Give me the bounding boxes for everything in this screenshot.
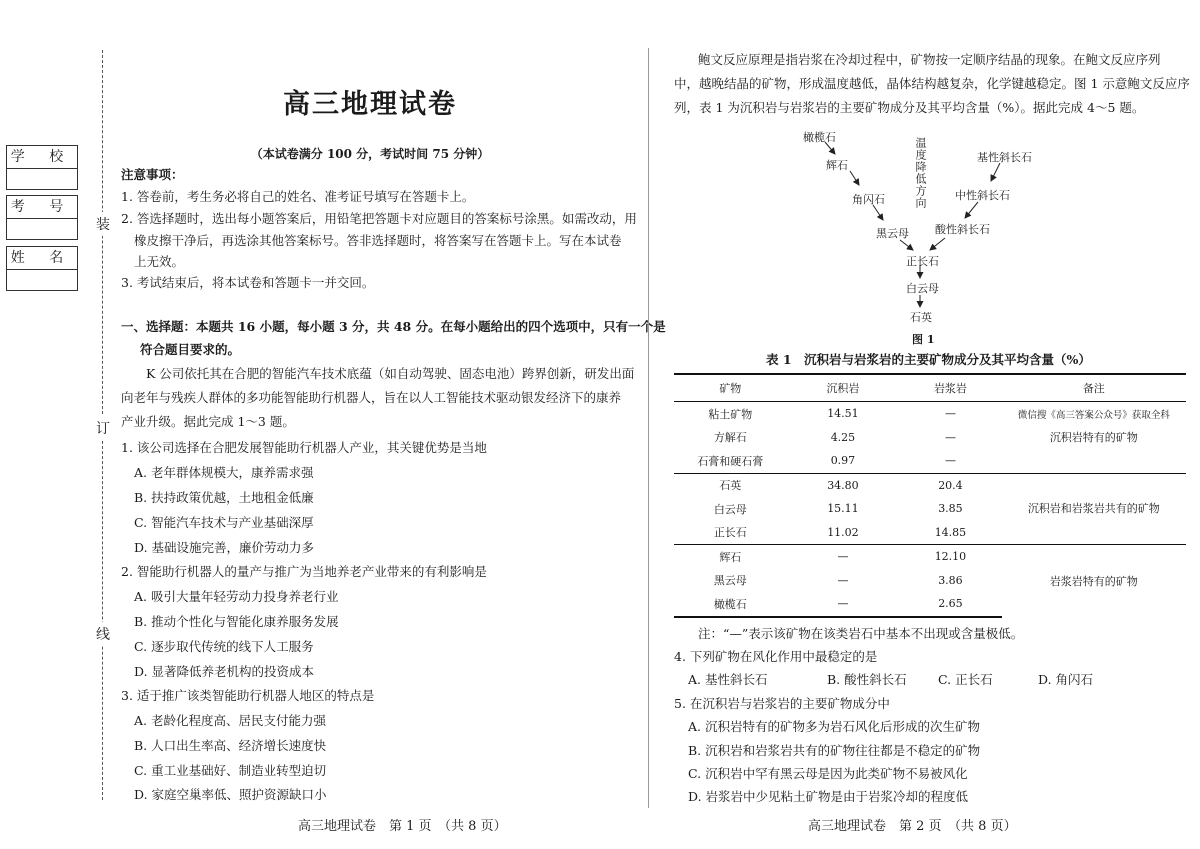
cell-mineral: 方解石 xyxy=(713,431,747,445)
header-note: 备注 xyxy=(1002,374,1186,402)
cell-sedimentary: 34.80 xyxy=(787,473,900,497)
intro-line: 中，越晚结晶的矿物，形成温度越低，晶体结构越复杂，化学键越稳定。图 1 示意鲍文反应序 xyxy=(674,76,1190,91)
cell-sedimentary: — xyxy=(787,592,900,617)
cell-mineral: 正长石 xyxy=(713,526,747,540)
arrow-pyroxene-amphibole xyxy=(850,171,859,185)
question-1-option-a[interactable]: A. 老年群体规模大，康养需求强 xyxy=(134,465,314,480)
cell-igneous: 12.10 xyxy=(899,545,1001,569)
arrow-acidic-orthoclase xyxy=(930,238,945,250)
notice-line: 1. 答卷前，考生务必将自己的姓名、准考证号填写在答题卡上。 xyxy=(121,189,475,204)
cell-igneous: — xyxy=(944,454,956,468)
watermark-note: 微信搜《高三答案公众号》获取全科 xyxy=(1017,409,1170,421)
group-note: 沉积岩特有的矿物 xyxy=(1049,431,1138,445)
passage-line: 产业升级。据此完成 1～3 题。 xyxy=(121,414,295,429)
notice-line: 2. 答选择题时，选出每小题答案后，用铅笔把答题卡对应题目的答案标号涂黑。如需改动，用 xyxy=(121,211,637,226)
table-row xyxy=(674,426,1186,450)
cell-igneous: — xyxy=(944,407,956,421)
cell-igneous: 20.4 xyxy=(899,473,1001,497)
cell-sedimentary: 15.11 xyxy=(827,502,859,516)
passage-line: 向老年与残疾人群体的多功能智能助行机器人，旨在以人工智能技术驱动银发经济下的康养 xyxy=(121,390,622,405)
table-footnote: 注：“—”表示该矿物在该类岩石中基本不出现或含量极低。 xyxy=(698,626,1024,641)
cell-igneous: 2.65 xyxy=(899,592,1001,617)
cell-sedimentary: — xyxy=(787,545,900,569)
cell-igneous: 3.86 xyxy=(938,573,963,587)
cell-sedimentary: 14.51 xyxy=(827,407,859,421)
temperature-direction-label: 温度降低方向 xyxy=(914,137,927,209)
question-3-option-a[interactable]: A. 老龄化程度高、居民支付能力强 xyxy=(134,713,326,728)
cell-mineral: 石膏和硬石膏 xyxy=(697,454,764,468)
question-5-option-c[interactable]: C. 沉积岩中罕有黑云母是因为此类矿物不易被风化 xyxy=(688,766,968,781)
question-2-option-d[interactable]: D. 显著降低养老机构的投资成本 xyxy=(134,664,315,679)
exam-number-label: 考 号 xyxy=(7,196,77,219)
orthoclase-label: 正长石 xyxy=(906,255,939,268)
cell-sedimentary: 4.25 xyxy=(830,430,856,444)
school-label: 学 校 xyxy=(7,146,77,169)
basic-plagioclase-label: 基性斜长石 xyxy=(977,151,1032,164)
header-sedimentary: 沉积岩 xyxy=(787,374,900,402)
question-2-option-b[interactable]: B. 推动个性化与智能化康养服务发展 xyxy=(134,614,339,629)
notice-heading: 注意事项： xyxy=(121,167,184,182)
binding-mark-xian: 线 xyxy=(96,622,110,646)
question-5-option-a[interactable]: A. 沉积岩特有的矿物多为岩石风化后形成的次生矿物 xyxy=(688,719,980,734)
question-4-option-d[interactable]: D. 角闪石 xyxy=(1038,672,1094,687)
amphibole-label: 角闪石 xyxy=(852,193,885,206)
notice-line: 橡皮擦干净后，再选涂其他答案标号。答非选择题时，将答案写在答题卡上。写在本试卷 xyxy=(134,233,622,248)
question-1-option-c[interactable]: C. 智能汽车技术与产业基础深厚 xyxy=(134,515,314,530)
cell-igneous: 14.85 xyxy=(934,525,967,539)
cell-mineral: 橄榄石 xyxy=(674,592,787,617)
table-title: 表 1 沉积岩与岩浆岩的主要矿物成分及其平均含量（%） xyxy=(766,352,1091,367)
arrow-amphibole-biotite xyxy=(873,205,883,220)
page-divider xyxy=(648,48,649,808)
exam-number-field[interactable] xyxy=(6,195,78,240)
school-field[interactable] xyxy=(6,145,78,190)
cell-igneous: — xyxy=(944,430,956,444)
question-1-option-b[interactable]: B. 扶持政策优越，土地租金低廉 xyxy=(134,490,314,505)
page-1-footer: 高三地理试卷 第 1 页 （共 8 页） xyxy=(298,819,507,834)
pyroxene-label: 辉石 xyxy=(826,159,848,172)
page-title: 高三地理试卷 xyxy=(283,89,457,120)
question-4-option-c[interactable]: C. 正长石 xyxy=(938,672,993,687)
question-5-stem: 5. 在沉积岩与岩浆岩的主要矿物成分中 xyxy=(674,696,890,711)
figure-caption: 图 1 xyxy=(912,333,935,346)
olivine-label: 橄榄石 xyxy=(803,131,836,144)
table-row xyxy=(674,449,1186,473)
cell-mineral: 黑云母 xyxy=(713,574,747,588)
binding-mark-ding: 订 xyxy=(96,416,110,440)
question-5-option-b[interactable]: B. 沉积岩和岩浆岩共有的矿物往往都是不稳定的矿物 xyxy=(688,743,981,758)
arrow-intermediate-acidic xyxy=(965,202,978,218)
intro-line: 鲍文反应原理是指岩浆在冷却过程中，矿物按一定顺序结晶的现象。在鲍文反应序列 xyxy=(698,52,1161,67)
cell-mineral: 石英 xyxy=(674,473,787,497)
question-2-stem: 2. 智能助行机器人的量产与推广为当地养老产业带来的有利影响是 xyxy=(121,564,487,579)
question-1-stem: 1. 该公司选择在合肥发展智能助行机器人产业，其关键优势是当地 xyxy=(121,440,487,455)
question-4-option-b[interactable]: B. 酸性斜长石 xyxy=(827,672,907,687)
arrow-biotite-orthoclase xyxy=(900,240,913,250)
question-4-stem: 4. 下列矿物在风化作用中最稳定的是 xyxy=(674,649,878,664)
question-4-option-a[interactable]: A. 基性斜长石 xyxy=(688,672,768,687)
question-3-option-c[interactable]: C. 重工业基础好、制造业转型迫切 xyxy=(134,763,327,778)
notice-line: 上无效。 xyxy=(134,254,185,269)
table-header-row xyxy=(674,374,1186,402)
cell-mineral: 白云母 xyxy=(713,502,747,516)
page-2-footer: 高三地理试卷 第 2 页 （共 8 页） xyxy=(808,819,1017,834)
cell-sedimentary: 11.02 xyxy=(827,525,859,539)
cell-igneous: 3.85 xyxy=(938,502,963,516)
header-igneous: 岩浆岩 xyxy=(899,374,1001,402)
question-5-option-d[interactable]: D. 岩浆岩中少见粘土矿物是由于岩浆冷却的程度低 xyxy=(688,789,969,804)
question-2-option-c[interactable]: C. 逐步取代传统的线下人工服务 xyxy=(134,639,314,654)
question-3-stem: 3. 适于推广该类智能助行机器人地区的特点是 xyxy=(121,688,375,703)
intro-line: 列，表 1 为沉积岩与岩浆岩的主要矿物成分及其平均含量（%）。据此完成 4～5 题。 xyxy=(674,100,1145,115)
notice-line: 3. 考试结束后，将本试卷和答题卡一并交回。 xyxy=(121,275,375,290)
group-note: 岩浆岩特有的矿物 xyxy=(1002,545,1186,617)
mineral-table xyxy=(674,373,1186,618)
exam-subtitle: （本试卷满分 100 分，考试时间 75 分钟） xyxy=(250,147,490,161)
question-2-option-a[interactable]: A. 吸引大量年轻劳动力投身养老行业 xyxy=(134,589,339,604)
name-label: 姓 名 xyxy=(7,247,77,270)
intermediate-plagioclase-label: 中性斜长石 xyxy=(955,189,1010,202)
cell-mineral: 粘土矿物 xyxy=(708,407,753,421)
binding-mark-zhuang: 装 xyxy=(96,212,110,236)
cell-mineral: 辉石 xyxy=(674,545,787,569)
group-note: 沉积岩和岩浆岩共有的矿物 xyxy=(1002,473,1186,545)
section-heading: 一、选择题：本题共 16 小题，每小题 3 分，共 48 分。在每小题给出的四个选项中，只有一个是 xyxy=(121,319,666,334)
table-row xyxy=(674,545,1186,569)
acidic-plagioclase-label: 酸性斜长石 xyxy=(935,223,990,236)
quartz-label: 石英 xyxy=(910,311,932,324)
header-mineral: 矿物 xyxy=(674,374,787,402)
section-heading-cont: 符合题目要求的。 xyxy=(140,342,241,357)
arrow-basic-intermediate xyxy=(991,163,1000,181)
question-3-option-b[interactable]: B. 人口出生率高、经济增长速度快 xyxy=(134,738,327,753)
cell-sedimentary: 0.97 xyxy=(830,454,856,468)
biotite-label: 黑云母 xyxy=(876,227,909,240)
cell-sedimentary: — xyxy=(837,573,849,587)
name-field[interactable] xyxy=(6,246,78,291)
table-row xyxy=(674,402,1186,426)
question-3-option-d[interactable]: D. 家庭空巢率低、照护资源缺口小 xyxy=(134,787,327,802)
question-1-option-d[interactable]: D. 基础设施完善，廉价劳动力多 xyxy=(134,540,315,555)
muscovite-label: 白云母 xyxy=(906,282,939,295)
table-row xyxy=(674,473,1186,497)
passage-line: K 公司依托其在合肥的智能汽车技术底蕴（如自动驾驶、固态电池）跨界创新，研发出面 xyxy=(146,366,635,381)
